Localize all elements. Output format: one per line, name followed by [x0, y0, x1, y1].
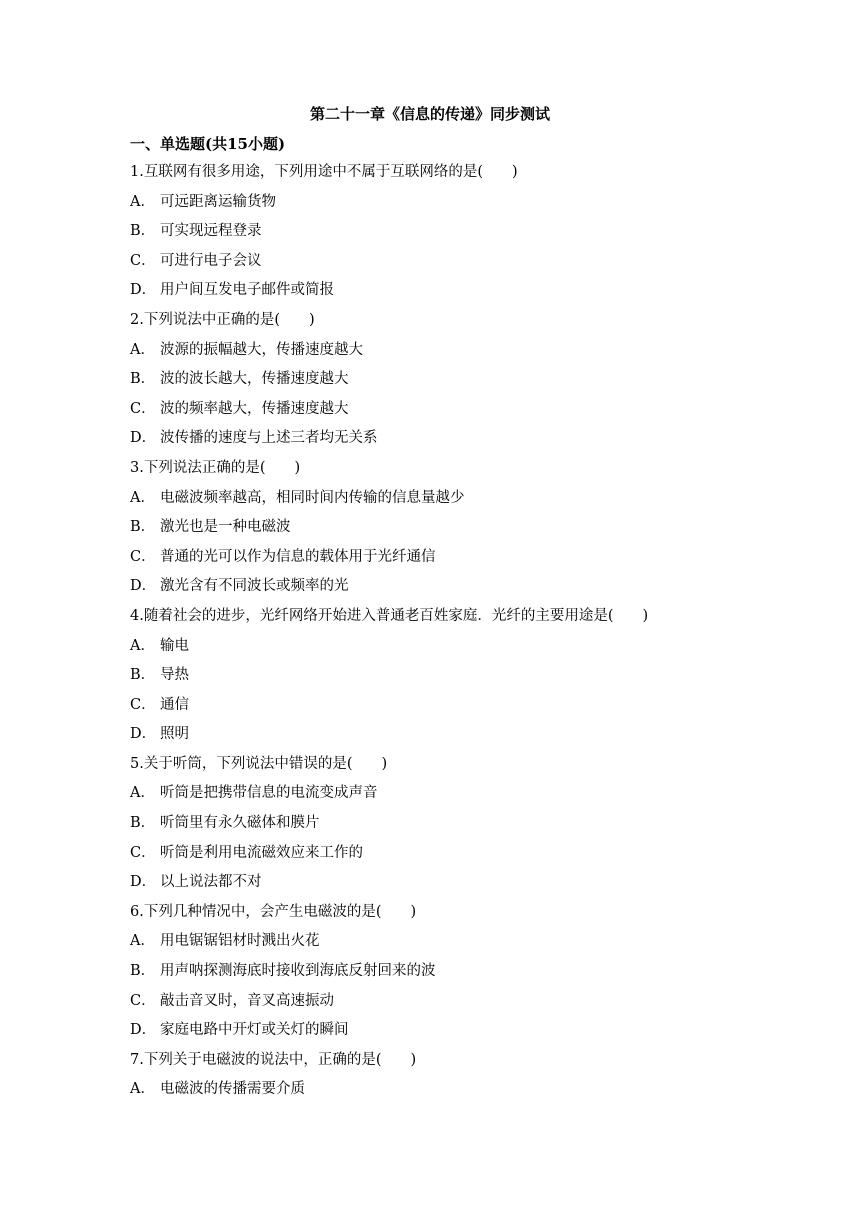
option-letter: D．: [130, 282, 157, 299]
option-letter: B．: [130, 371, 156, 388]
question-stem: 7.下列关于电磁波的说法中，正确的是( ): [130, 1051, 417, 1068]
option-text: 可远距离运输货物: [160, 193, 276, 210]
option-text: 听筒是利用电流磁效应来工作的: [160, 844, 363, 861]
answer-option: [130, 428, 830, 458]
option-text: 用电锯锯铝材时溅出火花: [160, 933, 320, 950]
answer-option: [130, 517, 830, 547]
option-letter: C．: [130, 844, 156, 861]
question-stem: 2.下列说法中正确的是( ): [130, 311, 315, 328]
option-text: 电磁波的传播需要介质: [160, 1081, 305, 1098]
option-text: 听筒里有永久磁体和膜片: [160, 815, 320, 832]
question-stem: 3.下列说法正确的是( ): [130, 459, 301, 476]
answer-option: [130, 251, 830, 281]
answer-option: [130, 369, 830, 399]
option-text: 照明: [160, 726, 189, 743]
answer-option: [130, 576, 830, 606]
option-letter: D．: [130, 874, 157, 891]
option-text: 用声呐探测海底时接收到海底反射回来的波: [160, 963, 436, 980]
option-text: 可实现远程登录: [160, 223, 262, 240]
option-letter: A．: [130, 933, 155, 950]
option-letter: C．: [130, 696, 156, 713]
answer-option: [130, 872, 830, 902]
answer-option: [130, 991, 830, 1021]
option-letter: B．: [130, 815, 156, 832]
option-letter: A．: [130, 1081, 155, 1098]
option-letter: A．: [130, 785, 155, 802]
option-letter: D．: [130, 578, 157, 595]
answer-option: [130, 783, 830, 813]
option-text: 波源的振幅越大，传播速度越大: [160, 341, 363, 358]
question-stem: 6.下列几种情况中，会产生电磁波的是( ): [130, 903, 417, 920]
answer-option: [130, 340, 830, 370]
answer-option: [130, 931, 830, 961]
question-stem: 4.随着社会的进步，光纤网络开始进入普通老百姓家庭．光纤的主要用途是( ): [130, 607, 649, 624]
option-letter: D．: [130, 726, 157, 743]
option-letter: C．: [130, 992, 156, 1009]
option-text: 激光也是一种电磁波: [160, 519, 291, 536]
option-letter: A．: [130, 193, 155, 210]
option-letter: B．: [130, 223, 156, 240]
option-letter: A．: [130, 637, 155, 654]
option-text: 输电: [160, 637, 189, 654]
option-letter: A．: [130, 489, 155, 506]
option-letter: B．: [130, 667, 156, 684]
answer-option: [130, 961, 830, 991]
option-text: 通信: [160, 696, 189, 713]
option-letter: D．: [130, 1022, 157, 1039]
answer-option: [130, 192, 830, 222]
option-text: 导热: [160, 667, 189, 684]
option-letter: C．: [130, 252, 156, 269]
option-text: 以上说法都不对: [160, 874, 262, 891]
option-text: 敲击音叉时，音叉高速振动: [160, 992, 334, 1009]
answer-option: [130, 665, 830, 695]
answer-option: [130, 488, 830, 518]
option-text: 可进行电子会议: [160, 252, 262, 269]
option-text: 听筒是把携带信息的电流变成声音: [160, 785, 378, 802]
option-text: 普通的光可以作为信息的载体用于光纤通信: [160, 548, 436, 565]
question-stem: 5.关于听筒，下列说法中错误的是( ): [130, 755, 388, 772]
answer-option: [130, 547, 830, 577]
answer-option: [130, 724, 830, 754]
answer-option: [130, 1020, 830, 1050]
option-text: 激光含有不同波长或频率的光: [160, 578, 349, 595]
option-letter: B．: [130, 963, 156, 980]
page-title: 第二十一章《信息的传递》同步测试: [309, 105, 550, 123]
answer-option: [130, 399, 830, 429]
answer-option: [130, 221, 830, 251]
answer-option: [130, 280, 830, 310]
option-letter: B．: [130, 519, 156, 536]
option-text: 波的频率越大，传播速度越大: [160, 400, 349, 417]
answer-option: [130, 695, 830, 725]
option-letter: D．: [130, 430, 157, 447]
answer-option: [130, 636, 830, 666]
option-letter: C．: [130, 400, 156, 417]
question-list: [130, 162, 830, 1109]
option-text: 电磁波频率越高，相同时间内传输的信息量越少: [160, 489, 465, 506]
question-stem: 1.互联网有很多用途，下列用途中不属于互联网络的是( ): [130, 164, 518, 180]
option-letter: C．: [130, 548, 156, 565]
option-text: 家庭电路中开灯或关灯的瞬间: [160, 1022, 349, 1039]
option-text: 波的波长越大，传播速度越大: [160, 371, 349, 388]
option-text: 用户间互发电子邮件或简报: [160, 282, 334, 299]
answer-option: [130, 813, 830, 843]
option-text: 波传播的速度与上述三者均无关系: [160, 430, 378, 447]
answer-option: [130, 1079, 830, 1109]
section-heading: 一、单选题(共15小题): [130, 135, 286, 153]
answer-option: [130, 843, 830, 873]
option-letter: A．: [130, 341, 155, 358]
